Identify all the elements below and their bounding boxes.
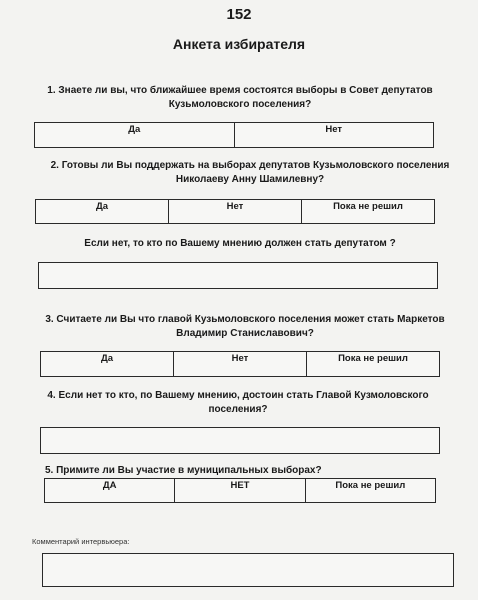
q1-option-yes[interactable]: Да	[35, 123, 235, 147]
interviewer-comment-box[interactable]	[42, 553, 454, 587]
page-title: Анкета избирателя	[172, 36, 306, 52]
question-2-followup: Если нет, то кто по Вашему мнению должен стать депутатом ?	[84, 238, 396, 249]
q2-option-yes[interactable]: Да	[36, 200, 169, 223]
q2-followup-answer-box[interactable]	[38, 262, 438, 289]
question-3-options	[40, 351, 440, 377]
q2-option-no[interactable]: Нет	[169, 200, 302, 223]
q3-option-yes[interactable]: Да	[41, 352, 174, 376]
question-4-line2: поселения?	[208, 404, 268, 415]
question-3-line1: 3. Считаете ли Вы что главой Кузьмоловского поселения может стать Маркетов	[45, 314, 445, 325]
question-1	[20, 84, 460, 112]
q1-option-no[interactable]: Нет	[325, 124, 343, 135]
question-1-line2: Кузьмоловского поселения?	[168, 99, 312, 110]
question-3-line2: Владимир Станиславович?	[176, 328, 314, 339]
interviewer-comment-label: Комментарий интервьюера:	[32, 537, 130, 546]
q3-option-undecided[interactable]: Пока не решил	[338, 353, 408, 364]
question-4	[18, 389, 458, 417]
question-5: 5. Примите ли Вы участие в муниципальных выборах?	[45, 465, 322, 476]
q5-option-undecided[interactable]: Пока не решил	[335, 480, 406, 491]
question-3	[25, 313, 465, 341]
question-1-line1: 1. Знаете ли вы, что ближайшее время состоятся выборы в Совет депутатов	[47, 85, 433, 96]
question-2-options	[35, 199, 435, 224]
q3-option-no[interactable]: Нет	[174, 352, 307, 376]
question-2-line1: 2. Готовы ли Вы поддержать на выборах депутатов Кузьмоловского поселения	[50, 160, 450, 171]
q2-option-undecided[interactable]: Пока не решил	[333, 201, 403, 212]
question-4-line1: 4. Если нет то кто, по Вашему мнению, достоин стать Главой Кузмоловского	[47, 390, 429, 401]
question-1-options	[34, 122, 434, 148]
q4-answer-box[interactable]	[40, 427, 440, 454]
question-2	[30, 159, 470, 187]
question-5-options	[44, 478, 436, 503]
q5-option-yes[interactable]: ДА	[45, 479, 175, 502]
page-number: 152	[226, 6, 252, 23]
question-2-line2: Николаеву Анну Шамилевну?	[175, 174, 325, 185]
q5-option-no[interactable]: НЕТ	[175, 479, 305, 502]
